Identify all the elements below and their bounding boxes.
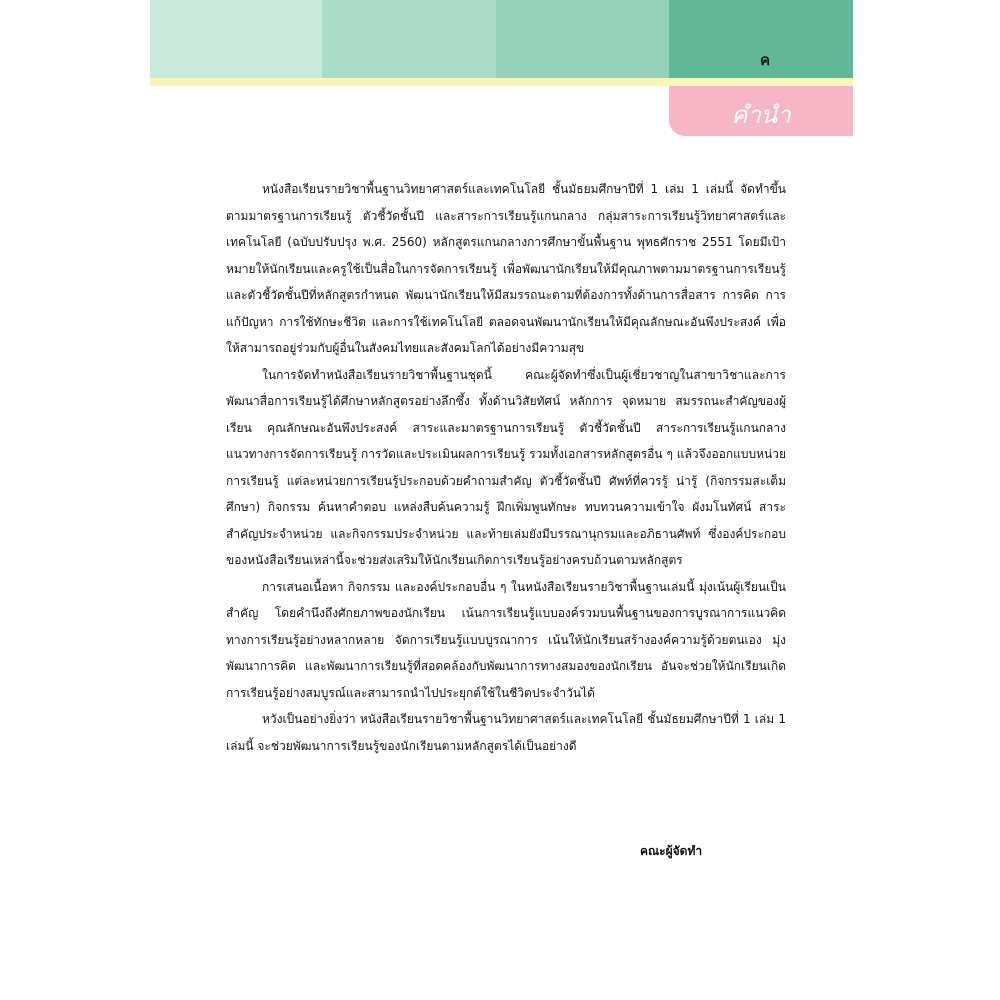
paragraph-1: หนังสือเรียนรายวิชาพื้นฐานวิทยาศาสตร์และเทคโนโลยี ชั้นมัธยมศึกษาปีที่ 1 เล่ม 1 เล่มนี้ จัดทำขึ้นตามมาตรฐานการเรียนรู้ ตัวชี้วัดชั้นปี และสาระการเรียนรู้แกนกลาง กลุ่มสาระการเรียนรู้วิทยาศาสตร์และเทคโนโลยี (ฉบับปรับปรุง พ.ศ. 2560) หลักสูตรแกนกลางการศึกษาขั้นพื้นฐาน พุทธศักราช 2551 โดยมีเป้าหมายให้นักเรียนและครูใช้เป็นสื่อในการจัดการเรียนรู้ เพื่อพัฒนานักเรียนให้มีคุณภาพตามมาตรฐานการเรียนรู้และตัวชี้วัดชั้นปีที่หลักสูตรกำหนด พัฒนานักเรียนให้มีสมรรถนะตามที่ต้องการทั้งด้านการสื่อสาร การคิด การแก้ปัญหา การใช้ทักษะชีวิต และการใช้เทคโนโลยี ตลอดจนพัฒนานักเรียนให้มีคุณลักษณะอันพึงประสงค์ เพื่อให้สามารถอยู่ร่วมกับผู้อื่นในสังคมไทยและสังคมโลกได้อย่างมีความสุข (226, 182, 786, 355)
paragraph-4: หวังเป็นอย่างยิ่งว่า หนังสือเรียนรายวิชาพื้นฐานวิทยาศาสตร์และเทคโนโลยี ชั้นมัธยมศึกษาปีที่ 1 เล่ม 1 เล่มนี้ จะช่วยพัฒนาการเรียนรู้ของนักเรียนตามหลักสูตรได้เป็นอย่างดี (226, 712, 786, 753)
page-number: ค (760, 51, 771, 69)
paragraph-2: ในการจัดทำหนังสือเรียนรายวิชาพื้นฐานชุดนี้ คณะผู้จัดทำซึ่งเป็นผู้เชี่ยวชาญในสาขาวิชาและการพัฒนาสื่อการเรียนรู้ได้ศึกษาหลักสูตรอย่างลึกซึ้ง ทั้งด้านวิสัยทัศน์ หลักการ จุดหมาย สมรรถนะสำคัญของผู้เรียน คุณลักษณะอันพึงประสงค์ สาระและมาตรฐานการเรียนรู้ ตัวชี้วัดชั้นปี สาระการเรียนรู้แกนกลาง แนวทางการจัดการเรียนรู้ การวัดและประเมินผลการเรียนรู้ รวมทั้งเอกสารหลักสูตรอื่น ๆ แล้วจึงออกแบบหน่วยการเรียนรู้ แต่ละหน่วยการเรียนรู้ประกอบด้วยคำถามสำคัญ ตัวชี้วัดชั้นปี ศัพท์ที่ควรรู้ น่ารู้ (กิจกรรมสะเต็มศึกษา) กิจกรรม ค้นหาคำตอบ แหล่งสืบค้นความรู้ ฝึกเพิ่มพูนทักษะ ทบทวนความเข้าใจ ผังมโนทัศน์ สาระสำคัญประจำหน่วย และกิจกรรมประจำหน่วย และท้ายเล่มยังมีบรรณานุกรมและอภิธานศัพท์ ซึ่งองค์ประกอบของหนังสือเรียนเหล่านี้จะช่วยส่งเสริมให้นักเรียนเกิดการเรียนรู้อย่างครบถ้วนตามหลักสูตร (226, 367, 786, 567)
header-yellow-strip (150, 78, 853, 86)
header-band-1 (150, 0, 322, 78)
header-band-3 (496, 0, 669, 78)
header-band-2 (322, 0, 496, 78)
title-tab (669, 86, 853, 136)
paragraph-3: การเสนอเนื้อหา กิจกรรม และองค์ประกอบอื่น ๆ ในหนังสือเรียนรายวิชาพื้นฐานเล่มนี้ มุ่งเน้นผู้เรียนเป็นสำคัญ โดยคำนึงถึงศักยภาพของนักเรียน เน้นการเรียนรู้แบบองค์รวมบนพื้นฐานของการบูรณาการแนวคิดทางการเรียนรู้อย่างหลากหลาย จัดการเรียนรู้แบบบูรณาการ เน้นให้นักเรียนสร้างองค์ความรู้ด้วยตนเอง มุ่งพัฒนาการคิด และพัฒนาการเรียนรู้ที่สอดคล้องกับพัฒนาการทางสมองของนักเรียน อันจะช่วยให้นักเรียนเกิดการเรียนรู้อย่างสมบูรณ์และสามารถนำไปประยุกต์ใช้ในชีวิตประจำวันได้ (226, 579, 786, 700)
signature: คณะผู้จัดทำ (640, 844, 703, 858)
page-title: คำนำ (731, 101, 791, 129)
preface-body (226, 176, 786, 759)
